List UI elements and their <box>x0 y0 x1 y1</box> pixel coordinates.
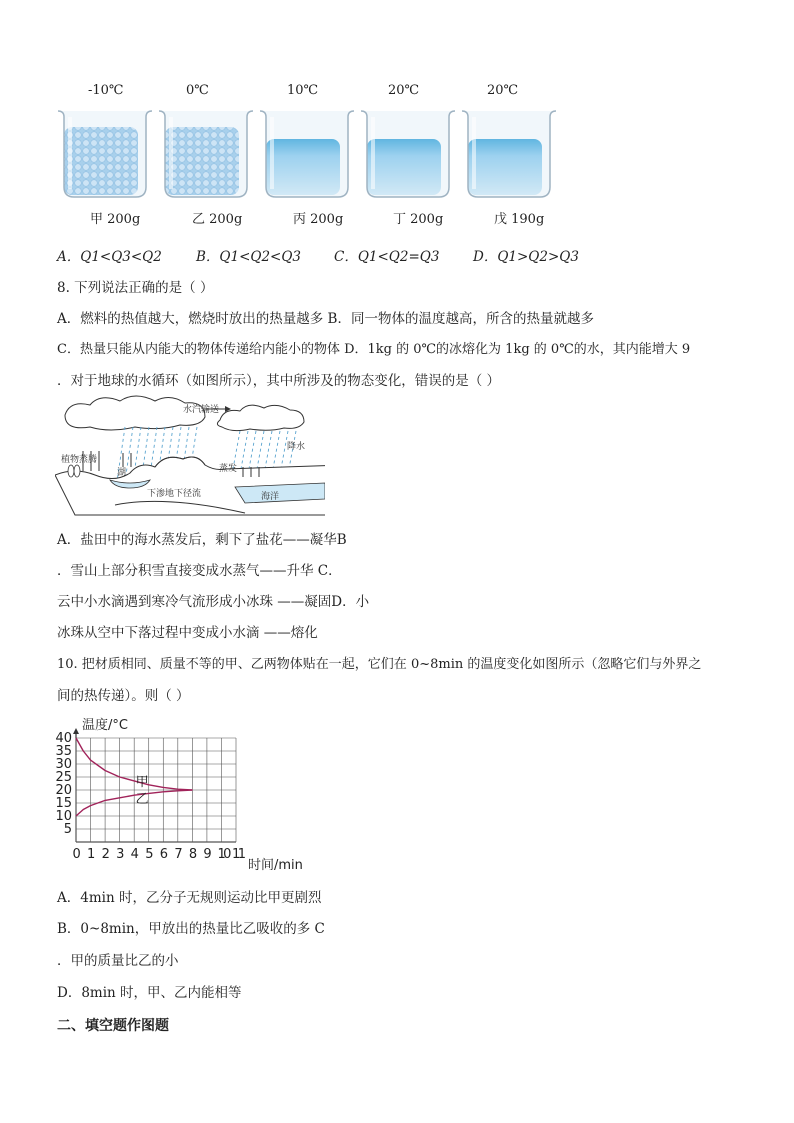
beaker-temp-4: 20℃ <box>487 83 519 98</box>
series-label-1: 乙 <box>135 792 149 807</box>
beaker-0 <box>58 111 152 197</box>
section-heading: 二、填空题作图题 <box>57 1018 169 1034</box>
chart-xlabel: 时间/min <box>248 858 303 873</box>
q7-option-c: C．Q1<Q2=Q3 <box>334 249 440 265</box>
beaker-4 <box>462 111 556 197</box>
beaker-temp-2: 10℃ <box>287 83 319 98</box>
beaker-temp-3: 20℃ <box>388 83 420 98</box>
beaker-temp-0: -10℃ <box>88 83 124 98</box>
y-tick-label: 15 <box>55 796 72 811</box>
label-evaporation: 蒸发 <box>219 464 238 474</box>
beaker-label-4: 戊 190g <box>494 212 545 227</box>
chart-ylabel: 温度/°C <box>82 718 128 733</box>
q10-option-c: ．甲的质量比乙的小 <box>57 953 179 969</box>
q10-stem-line-1: 10. 把材质相同、质量不等的甲、乙两物体贴在一起，它们在 0~8min 的温度变化如图所示（忽略它们与外界之 <box>57 657 702 672</box>
x-tick-label: 9 <box>203 847 212 862</box>
q7-option-d: D．Q1>Q2>Q3 <box>473 249 579 265</box>
y-tick-label: 10 <box>55 809 72 824</box>
q7-option-b: B．Q1<Q2<Q3 <box>196 249 302 265</box>
x-tick-label: 0 <box>72 847 81 862</box>
y-tick-label: 25 <box>55 770 72 785</box>
x-tick-label: 6 <box>159 847 169 862</box>
q10-option-b: B．0~8min，甲放出的热量比乙吸收的多 C <box>57 921 325 937</box>
beaker-2 <box>260 111 354 197</box>
ocean <box>235 483 325 503</box>
q10-option-a: A．4min 时，乙分子无规则运动比甲更剧烈 <box>57 890 322 906</box>
q9-line-d: 冰珠从空中下落过程中变成小水滴 ——熔化 <box>57 625 318 641</box>
x-tick-label: 1 <box>87 847 96 862</box>
beaker-label-2: 丙 200g <box>293 212 344 227</box>
y-tick-label: 5 <box>63 822 72 837</box>
q10-stem-line-2: 间的热传递）。则（ ） <box>57 688 190 704</box>
q9-line-a: A．盐田中的海水蒸发后，剩下了盐花——凝华B <box>57 532 347 548</box>
y-tick-label: 20 <box>55 783 72 798</box>
x-tick-label: 5 <box>145 847 154 862</box>
q8-stem: 8. 下列说法正确的是（ ） <box>57 280 214 296</box>
label-transpiration: 植物蒸腾 <box>61 455 98 465</box>
label-vapor-transport: 水汽输送 <box>183 405 220 415</box>
beaker-label-0: 甲 200g <box>90 212 141 227</box>
x-tick-label: 10 <box>217 847 232 862</box>
water-cycle-figure <box>55 395 325 525</box>
x-tick-label: 4 <box>130 847 139 862</box>
label-precipitation: 降水 <box>287 442 306 452</box>
x-tick-label: 7 <box>174 847 183 862</box>
temperature-chart <box>40 712 330 877</box>
series-label-0: 甲 <box>135 775 149 791</box>
x-tick-label: 11 <box>232 847 246 862</box>
q10-option-d: D．8min 时，甲、乙内能相等 <box>57 985 242 1001</box>
beaker-temp-1: 0℃ <box>186 83 209 98</box>
x-tick-label: 8 <box>188 847 198 862</box>
beaker-label-3: 丁 200g <box>393 212 444 227</box>
label-lake: 湖 <box>117 468 127 478</box>
y-tick-label: 30 <box>55 757 72 772</box>
q8-line-1: A．燃料的热值越大，燃烧时放出的热量越多 B．同一物体的温度越高，所含的热量就越多 <box>57 311 594 327</box>
y-tick-label: 35 <box>55 744 72 759</box>
q7-option-a: A．Q1<Q3<Q2 <box>57 249 162 265</box>
beaker-1 <box>159 111 253 197</box>
label-ocean: 海洋 <box>261 492 280 502</box>
x-tick-label: 3 <box>116 847 125 862</box>
q9-line-c: 云中小水滴遇到寒冷气流形成小冰珠 ——凝固D．小 <box>57 594 370 610</box>
label-runoff: 下渗地下径流 <box>147 489 202 499</box>
q9-stem: ．对于地球的水循环（如图所示），其中所涉及的物态变化，错误的是（ ） <box>57 373 501 389</box>
q9-line-b: ．雪山上部分积雪直接变成水蒸气——升华 C． <box>57 563 342 579</box>
q8-line-2: C．热量只能从内能大的物体传递给内能小的物体 D．1kg 的 0℃的冰熔化为 1kg 的 0℃的水，其内能增大 9 <box>57 342 691 357</box>
y-tick-label: 40 <box>55 731 72 746</box>
beaker-label-1: 乙 200g <box>192 212 243 227</box>
x-tick-label: 2 <box>101 847 110 862</box>
beaker-3 <box>361 111 455 197</box>
